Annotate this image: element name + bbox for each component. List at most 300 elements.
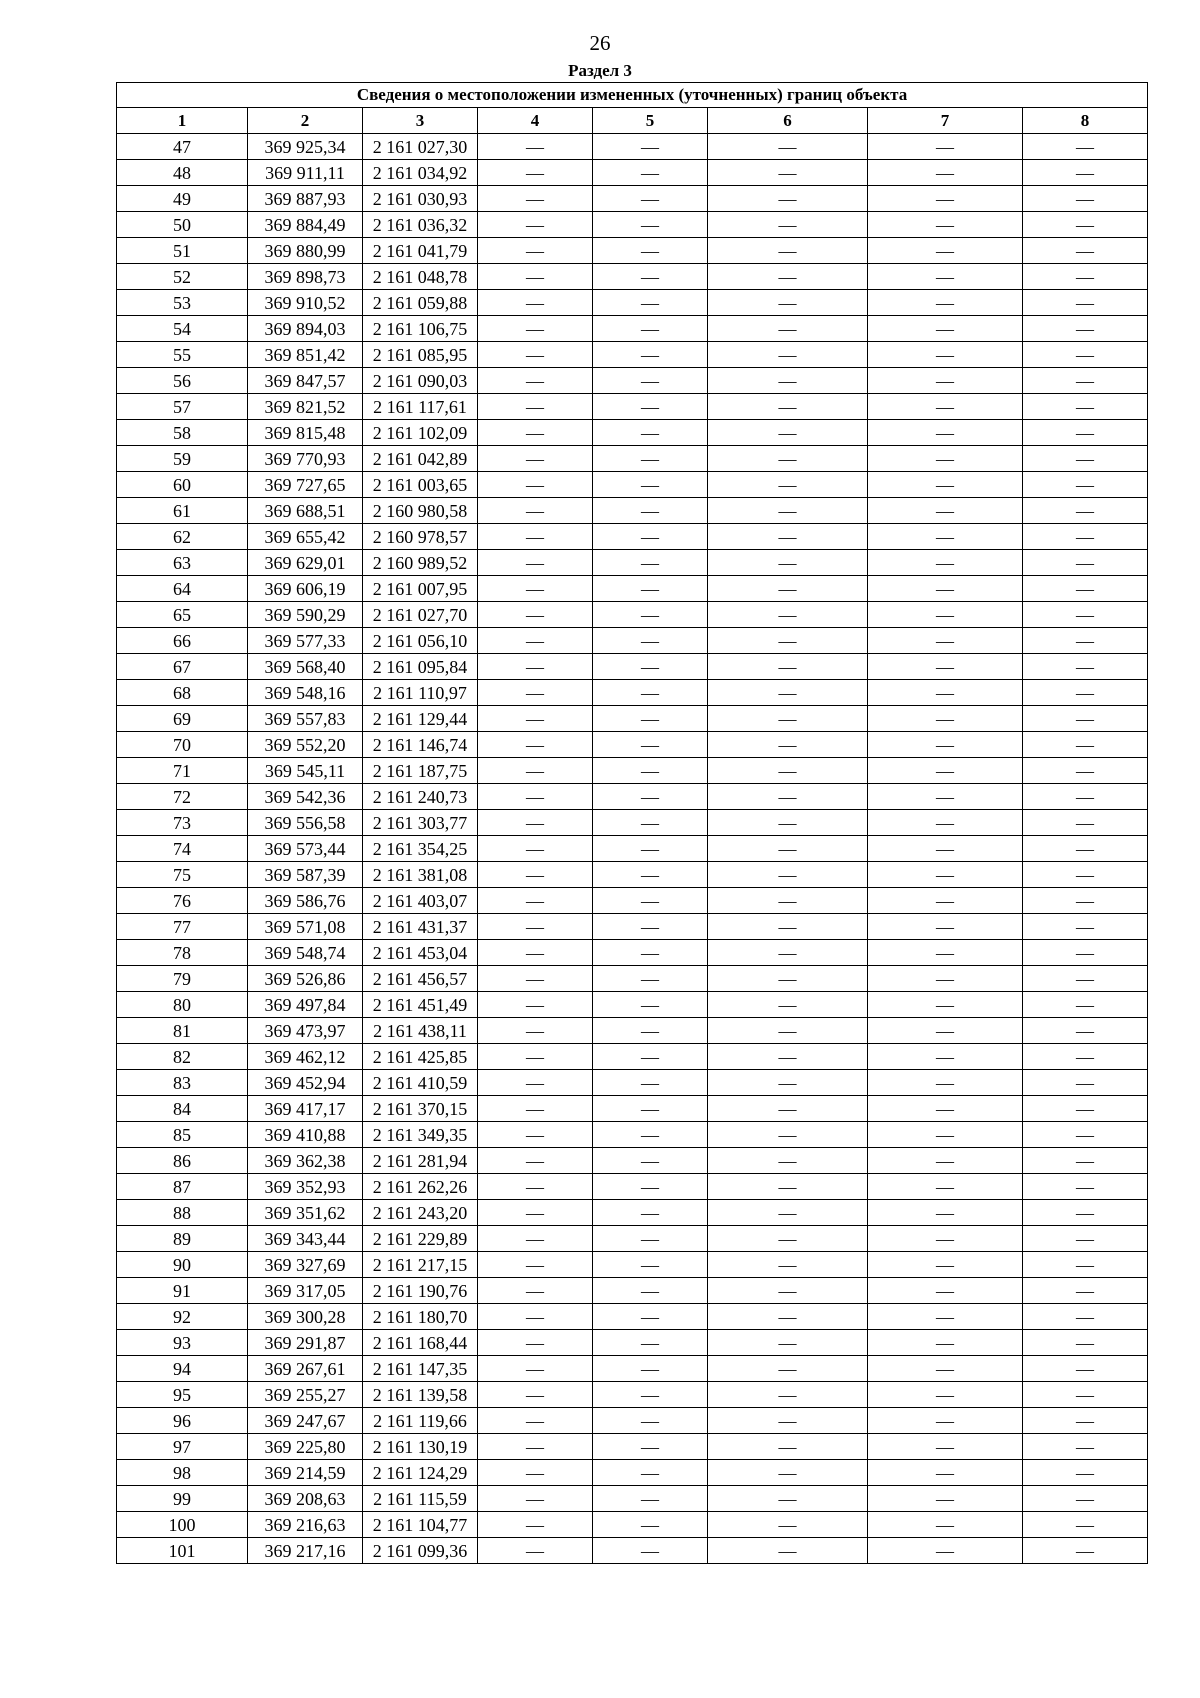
- empty-mark: —: [708, 1174, 868, 1200]
- coordinate-x: 369 351,62: [248, 1200, 363, 1226]
- point-number: 97: [117, 1434, 248, 1460]
- coordinate-y: 2 161 229,89: [363, 1226, 478, 1252]
- coordinate-y: 2 161 041,79: [363, 238, 478, 264]
- table-row: [117, 1200, 1148, 1226]
- point-number: 74: [117, 836, 248, 862]
- empty-mark: —: [1023, 602, 1148, 628]
- coordinate-x: 369 216,63: [248, 1512, 363, 1538]
- coordinate-x: 369 815,48: [248, 420, 363, 446]
- point-number: 85: [117, 1122, 248, 1148]
- coordinate-y: 2 161 410,59: [363, 1070, 478, 1096]
- point-number: 72: [117, 784, 248, 810]
- empty-mark: —: [708, 1278, 868, 1304]
- coordinate-y: 2 161 453,04: [363, 940, 478, 966]
- empty-mark: —: [1023, 1044, 1148, 1070]
- empty-mark: —: [478, 1304, 593, 1330]
- empty-mark: —: [593, 784, 708, 810]
- section-title: Раздел 3: [568, 61, 632, 80]
- empty-mark: —: [868, 1304, 1023, 1330]
- table-row: [117, 602, 1148, 628]
- coordinate-x: 369 417,17: [248, 1096, 363, 1122]
- empty-mark: —: [708, 992, 868, 1018]
- empty-mark: —: [708, 550, 868, 576]
- table-caption-row: [117, 83, 1148, 108]
- empty-mark: —: [868, 810, 1023, 836]
- table-row: [117, 1512, 1148, 1538]
- coordinate-x: 369 847,57: [248, 368, 363, 394]
- empty-mark: —: [478, 1538, 593, 1564]
- empty-mark: —: [593, 212, 708, 238]
- empty-mark: —: [478, 1226, 593, 1252]
- empty-mark: —: [478, 1200, 593, 1226]
- empty-mark: —: [478, 576, 593, 602]
- empty-mark: —: [1023, 1252, 1148, 1278]
- empty-mark: —: [708, 1200, 868, 1226]
- table-row: [117, 212, 1148, 238]
- empty-mark: —: [868, 1148, 1023, 1174]
- coordinate-x: 369 208,63: [248, 1486, 363, 1512]
- empty-mark: —: [1023, 1304, 1148, 1330]
- coordinate-y: 2 161 003,65: [363, 472, 478, 498]
- coordinate-y: 2 161 403,07: [363, 888, 478, 914]
- empty-mark: —: [708, 1044, 868, 1070]
- empty-mark: —: [593, 394, 708, 420]
- empty-mark: —: [868, 550, 1023, 576]
- coordinate-x: 369 606,19: [248, 576, 363, 602]
- table-row: [117, 134, 1148, 160]
- point-number: 81: [117, 1018, 248, 1044]
- coordinate-y: 2 161 146,74: [363, 732, 478, 758]
- point-number: 61: [117, 498, 248, 524]
- point-number: 84: [117, 1096, 248, 1122]
- empty-mark: —: [1023, 316, 1148, 342]
- empty-mark: —: [708, 1356, 868, 1382]
- empty-mark: —: [478, 1408, 593, 1434]
- empty-mark: —: [708, 368, 868, 394]
- point-number: 56: [117, 368, 248, 394]
- column-number: 2: [248, 108, 363, 134]
- coordinate-x: 369 880,99: [248, 238, 363, 264]
- empty-mark: —: [708, 602, 868, 628]
- empty-mark: —: [708, 732, 868, 758]
- empty-mark: —: [478, 810, 593, 836]
- coordinate-y: 2 161 349,35: [363, 1122, 478, 1148]
- coordinate-x: 369 556,58: [248, 810, 363, 836]
- empty-mark: —: [1023, 498, 1148, 524]
- empty-mark: —: [1023, 706, 1148, 732]
- point-number: 65: [117, 602, 248, 628]
- empty-mark: —: [478, 264, 593, 290]
- point-number: 68: [117, 680, 248, 706]
- empty-mark: —: [593, 706, 708, 732]
- empty-mark: —: [1023, 888, 1148, 914]
- point-number: 100: [117, 1512, 248, 1538]
- coordinate-y: 2 161 451,49: [363, 992, 478, 1018]
- empty-mark: —: [1023, 1382, 1148, 1408]
- empty-mark: —: [868, 368, 1023, 394]
- coordinate-y: 2 161 147,35: [363, 1356, 478, 1382]
- empty-mark: —: [593, 1018, 708, 1044]
- empty-mark: —: [868, 1434, 1023, 1460]
- empty-mark: —: [593, 160, 708, 186]
- empty-mark: —: [868, 524, 1023, 550]
- table-row: [117, 1148, 1148, 1174]
- empty-mark: —: [478, 1434, 593, 1460]
- empty-mark: —: [1023, 134, 1148, 160]
- empty-mark: —: [478, 1330, 593, 1356]
- empty-mark: —: [868, 940, 1023, 966]
- point-number: 58: [117, 420, 248, 446]
- empty-mark: —: [708, 836, 868, 862]
- empty-mark: —: [868, 888, 1023, 914]
- coordinate-x: 369 770,93: [248, 446, 363, 472]
- table-row: [117, 524, 1148, 550]
- coordinate-x: 369 571,08: [248, 914, 363, 940]
- point-number: 86: [117, 1148, 248, 1174]
- empty-mark: —: [1023, 1278, 1148, 1304]
- coordinate-x: 369 217,16: [248, 1538, 363, 1564]
- empty-mark: —: [1023, 810, 1148, 836]
- empty-mark: —: [1023, 1356, 1148, 1382]
- coordinate-y: 2 160 980,58: [363, 498, 478, 524]
- coordinate-x: 369 526,86: [248, 966, 363, 992]
- empty-mark: —: [593, 1408, 708, 1434]
- empty-mark: —: [478, 1486, 593, 1512]
- coordinate-y: 2 161 117,61: [363, 394, 478, 420]
- point-number: 64: [117, 576, 248, 602]
- empty-mark: —: [708, 628, 868, 654]
- coordinate-y: 2 161 034,92: [363, 160, 478, 186]
- coordinate-x: 369 552,20: [248, 732, 363, 758]
- empty-mark: —: [593, 1460, 708, 1486]
- empty-mark: —: [1023, 1226, 1148, 1252]
- empty-mark: —: [868, 498, 1023, 524]
- column-number: 4: [478, 108, 593, 134]
- empty-mark: —: [868, 420, 1023, 446]
- empty-mark: —: [708, 1486, 868, 1512]
- table-row: [117, 1278, 1148, 1304]
- point-number: 92: [117, 1304, 248, 1330]
- empty-mark: —: [478, 1148, 593, 1174]
- empty-mark: —: [1023, 394, 1148, 420]
- empty-mark: —: [708, 1382, 868, 1408]
- point-number: 63: [117, 550, 248, 576]
- empty-mark: —: [593, 1044, 708, 1070]
- empty-mark: —: [868, 628, 1023, 654]
- table-row: [117, 394, 1148, 420]
- coordinate-x: 369 267,61: [248, 1356, 363, 1382]
- empty-mark: —: [1023, 1538, 1148, 1564]
- empty-mark: —: [478, 550, 593, 576]
- empty-mark: —: [1023, 1200, 1148, 1226]
- empty-mark: —: [1023, 212, 1148, 238]
- coordinate-y: 2 161 187,75: [363, 758, 478, 784]
- coordinate-x: 369 577,33: [248, 628, 363, 654]
- empty-mark: —: [593, 134, 708, 160]
- empty-mark: —: [478, 602, 593, 628]
- empty-mark: —: [708, 290, 868, 316]
- empty-mark: —: [478, 394, 593, 420]
- point-number: 62: [117, 524, 248, 550]
- point-number: 54: [117, 316, 248, 342]
- empty-mark: —: [708, 784, 868, 810]
- coordinate-x: 369 548,16: [248, 680, 363, 706]
- empty-mark: —: [708, 810, 868, 836]
- empty-mark: —: [593, 914, 708, 940]
- empty-mark: —: [478, 290, 593, 316]
- coordinate-y: 2 161 106,75: [363, 316, 478, 342]
- coordinate-x: 369 925,34: [248, 134, 363, 160]
- empty-mark: —: [478, 1070, 593, 1096]
- empty-mark: —: [868, 602, 1023, 628]
- empty-mark: —: [593, 810, 708, 836]
- empty-mark: —: [708, 1096, 868, 1122]
- point-number: 71: [117, 758, 248, 784]
- coordinate-x: 369 629,01: [248, 550, 363, 576]
- empty-mark: —: [1023, 290, 1148, 316]
- point-number: 89: [117, 1226, 248, 1252]
- coordinate-x: 369 851,42: [248, 342, 363, 368]
- coordinate-y: 2 161 090,03: [363, 368, 478, 394]
- coordinate-x: 369 362,38: [248, 1148, 363, 1174]
- empty-mark: —: [1023, 1096, 1148, 1122]
- empty-mark: —: [868, 1460, 1023, 1486]
- point-number: 50: [117, 212, 248, 238]
- coordinate-x: 369 655,42: [248, 524, 363, 550]
- table-row: [117, 1434, 1148, 1460]
- empty-mark: —: [1023, 186, 1148, 212]
- coordinate-y: 2 161 180,70: [363, 1304, 478, 1330]
- coordinate-x: 369 894,03: [248, 316, 363, 342]
- empty-mark: —: [1023, 1174, 1148, 1200]
- coordinate-x: 369 568,40: [248, 654, 363, 680]
- empty-mark: —: [593, 1096, 708, 1122]
- empty-mark: —: [708, 498, 868, 524]
- table-row: [117, 732, 1148, 758]
- empty-mark: —: [478, 1122, 593, 1148]
- coordinate-y: 2 160 989,52: [363, 550, 478, 576]
- empty-mark: —: [708, 940, 868, 966]
- empty-mark: —: [593, 1226, 708, 1252]
- empty-mark: —: [593, 1278, 708, 1304]
- coordinate-x: 369 898,73: [248, 264, 363, 290]
- table-row: [117, 784, 1148, 810]
- empty-mark: —: [1023, 1512, 1148, 1538]
- empty-mark: —: [868, 1330, 1023, 1356]
- empty-mark: —: [1023, 680, 1148, 706]
- coordinate-y: 2 161 262,26: [363, 1174, 478, 1200]
- coordinate-x: 369 910,52: [248, 290, 363, 316]
- point-number: 83: [117, 1070, 248, 1096]
- empty-mark: —: [478, 1096, 593, 1122]
- empty-mark: —: [1023, 862, 1148, 888]
- empty-mark: —: [708, 706, 868, 732]
- empty-mark: —: [708, 342, 868, 368]
- point-number: 94: [117, 1356, 248, 1382]
- empty-mark: —: [868, 654, 1023, 680]
- empty-mark: —: [868, 446, 1023, 472]
- empty-mark: —: [478, 992, 593, 1018]
- table-row: [117, 1226, 1148, 1252]
- empty-mark: —: [593, 1252, 708, 1278]
- empty-mark: —: [868, 1408, 1023, 1434]
- empty-mark: —: [868, 758, 1023, 784]
- empty-mark: —: [593, 1330, 708, 1356]
- empty-mark: —: [593, 654, 708, 680]
- empty-mark: —: [708, 264, 868, 290]
- point-number: 95: [117, 1382, 248, 1408]
- empty-mark: —: [478, 628, 593, 654]
- point-number: 51: [117, 238, 248, 264]
- empty-mark: —: [593, 524, 708, 550]
- empty-mark: —: [593, 1512, 708, 1538]
- empty-mark: —: [868, 1486, 1023, 1512]
- coordinate-y: 2 161 240,73: [363, 784, 478, 810]
- table-row: [117, 1304, 1148, 1330]
- coordinate-x: 369 688,51: [248, 498, 363, 524]
- table-row: [117, 316, 1148, 342]
- empty-mark: —: [708, 1538, 868, 1564]
- coordinate-x: 369 327,69: [248, 1252, 363, 1278]
- table-body: [117, 134, 1148, 1564]
- empty-mark: —: [1023, 1070, 1148, 1096]
- table-row: [117, 862, 1148, 888]
- empty-mark: —: [708, 316, 868, 342]
- column-number: 8: [1023, 108, 1148, 134]
- empty-mark: —: [868, 1382, 1023, 1408]
- empty-mark: —: [868, 1200, 1023, 1226]
- empty-mark: —: [868, 992, 1023, 1018]
- coordinate-y: 2 161 438,11: [363, 1018, 478, 1044]
- coordinate-y: 2 161 110,97: [363, 680, 478, 706]
- table-row: [117, 706, 1148, 732]
- coordinate-x: 369 300,28: [248, 1304, 363, 1330]
- empty-mark: —: [593, 472, 708, 498]
- empty-mark: —: [593, 368, 708, 394]
- coordinate-y: 2 161 104,77: [363, 1512, 478, 1538]
- coordinate-y: 2 161 102,09: [363, 420, 478, 446]
- empty-mark: —: [1023, 1460, 1148, 1486]
- empty-mark: —: [593, 940, 708, 966]
- coordinate-x: 369 247,67: [248, 1408, 363, 1434]
- empty-mark: —: [868, 1174, 1023, 1200]
- coordinate-y: 2 161 370,15: [363, 1096, 478, 1122]
- empty-mark: —: [478, 1252, 593, 1278]
- table-row: [117, 1122, 1148, 1148]
- empty-mark: —: [1023, 1434, 1148, 1460]
- coordinate-y: 2 161 115,59: [363, 1486, 478, 1512]
- empty-mark: —: [593, 862, 708, 888]
- empty-mark: —: [593, 446, 708, 472]
- empty-mark: —: [1023, 1148, 1148, 1174]
- table-row: [117, 992, 1148, 1018]
- empty-mark: —: [593, 1174, 708, 1200]
- table-row: [117, 654, 1148, 680]
- empty-mark: —: [478, 784, 593, 810]
- table-row: [117, 368, 1148, 394]
- empty-mark: —: [478, 706, 593, 732]
- empty-mark: —: [708, 1304, 868, 1330]
- empty-mark: —: [478, 888, 593, 914]
- coordinate-y: 2 161 095,84: [363, 654, 478, 680]
- empty-mark: —: [478, 134, 593, 160]
- empty-mark: —: [593, 576, 708, 602]
- coordinate-x: 369 586,76: [248, 888, 363, 914]
- empty-mark: —: [868, 966, 1023, 992]
- empty-mark: —: [708, 1512, 868, 1538]
- empty-mark: —: [478, 368, 593, 394]
- empty-mark: —: [868, 264, 1023, 290]
- empty-mark: —: [708, 576, 868, 602]
- empty-mark: —: [868, 1252, 1023, 1278]
- table-row: [117, 342, 1148, 368]
- coordinate-x: 369 343,44: [248, 1226, 363, 1252]
- coordinate-y: 2 161 456,57: [363, 966, 478, 992]
- empty-mark: —: [593, 316, 708, 342]
- empty-mark: —: [868, 212, 1023, 238]
- empty-mark: —: [708, 680, 868, 706]
- boundary-coordinates-table: [116, 82, 1148, 1564]
- point-number: 60: [117, 472, 248, 498]
- coordinate-y: 2 161 124,29: [363, 1460, 478, 1486]
- empty-mark: —: [868, 706, 1023, 732]
- point-number: 78: [117, 940, 248, 966]
- empty-mark: —: [1023, 758, 1148, 784]
- coordinate-y: 2 160 978,57: [363, 524, 478, 550]
- empty-mark: —: [478, 914, 593, 940]
- empty-mark: —: [1023, 576, 1148, 602]
- empty-mark: —: [478, 420, 593, 446]
- empty-mark: —: [1023, 550, 1148, 576]
- empty-mark: —: [478, 186, 593, 212]
- point-number: 67: [117, 654, 248, 680]
- empty-mark: —: [708, 1018, 868, 1044]
- table-row: [117, 1356, 1148, 1382]
- empty-mark: —: [593, 1538, 708, 1564]
- point-number: 87: [117, 1174, 248, 1200]
- empty-mark: —: [478, 732, 593, 758]
- empty-mark: —: [593, 888, 708, 914]
- table-row: [117, 940, 1148, 966]
- coordinate-x: 369 911,11: [248, 160, 363, 186]
- empty-mark: —: [1023, 1122, 1148, 1148]
- empty-mark: —: [1023, 654, 1148, 680]
- empty-mark: —: [708, 758, 868, 784]
- empty-mark: —: [708, 1148, 868, 1174]
- coordinate-y: 2 161 030,93: [363, 186, 478, 212]
- empty-mark: —: [868, 784, 1023, 810]
- coordinate-x: 369 557,83: [248, 706, 363, 732]
- empty-mark: —: [708, 914, 868, 940]
- empty-mark: —: [708, 446, 868, 472]
- empty-mark: —: [593, 628, 708, 654]
- empty-mark: —: [593, 186, 708, 212]
- empty-mark: —: [593, 1122, 708, 1148]
- empty-mark: —: [593, 342, 708, 368]
- point-number: 76: [117, 888, 248, 914]
- empty-mark: —: [478, 1278, 593, 1304]
- empty-mark: —: [1023, 966, 1148, 992]
- coordinate-x: 369 587,39: [248, 862, 363, 888]
- empty-mark: —: [868, 1512, 1023, 1538]
- empty-mark: —: [478, 1356, 593, 1382]
- table-row: [117, 498, 1148, 524]
- coordinate-x: 369 590,29: [248, 602, 363, 628]
- table-row: [117, 914, 1148, 940]
- coordinate-y: 2 161 056,10: [363, 628, 478, 654]
- coordinate-y: 2 161 425,85: [363, 1044, 478, 1070]
- empty-mark: —: [868, 576, 1023, 602]
